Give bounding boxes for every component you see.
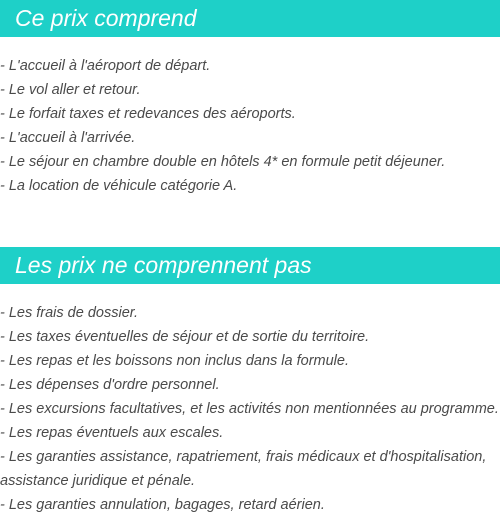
list-item: - Les taxes éventuelles de séjour et de sortie du territoire. <box>0 329 370 345</box>
included-list <box>0 54 500 198</box>
list-item: - Le forfait taxes et redevances des aéroports. <box>0 106 296 122</box>
list-item: - La location de véhicule catégorie A. <box>0 178 238 194</box>
list-item: - Les dépenses d'ordre personnel. <box>0 377 220 393</box>
list-item: - Les excursions facultatives, et les activités non mentionnées au programme. <box>0 401 499 417</box>
list-item: - Les repas éventuels aux escales. <box>0 425 224 441</box>
list-item: - Les garanties assistance, rapatriement, frais médicaux et d'hospitalisation, assistance juridique et pénale. <box>0 449 487 489</box>
list-item: - Le vol aller et retour. <box>0 82 141 98</box>
list-item: - L'accueil à l'arrivée. <box>0 130 136 146</box>
not-included-section-title: Les prix ne comprennent pas <box>0 247 500 284</box>
list-item: - Les repas et les boissons non inclus dans la formule. <box>0 353 349 369</box>
included-section-title: Ce prix comprend <box>0 0 500 37</box>
list-item: - Les frais de dossier. <box>0 305 139 321</box>
list-item: - L'accueil à l'aéroport de départ. <box>0 58 211 74</box>
list-item: - Les garanties annulation, bagages, retard aérien. <box>0 497 325 513</box>
list-item: - Le séjour en chambre double en hôtels 4* en formule petit déjeuner. <box>0 154 446 170</box>
not-included-list <box>0 301 500 517</box>
